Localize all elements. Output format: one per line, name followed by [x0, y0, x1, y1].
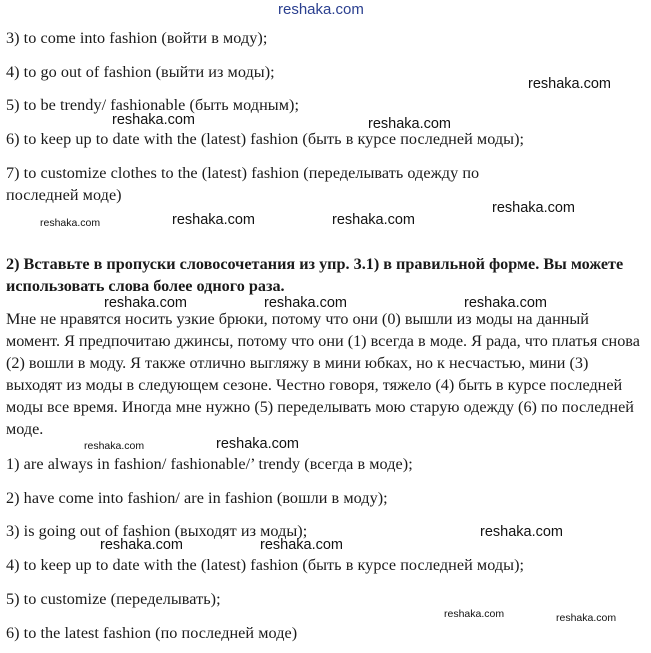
watermark: reshaka.com — [172, 212, 256, 228]
vocab-item-7-continued: последней моде) — [6, 186, 122, 204]
answer-1: 1) are always in fashion/ fashionable/’ trendy (всегда в моде); — [6, 455, 413, 473]
answer-6: 6) to the latest fashion (по последней моде) — [6, 624, 298, 642]
exercise-text: Мне не нравятся носить узкие брюки, потому что они (0) вышли из моды на данный момент. Я предпочитаю джинсы, потому что они (1) всегда в моде. Я рада, что платья снова (2) вошли в моду. Я также отлично выгляжу в мини юбках, но к несчастью, мини (3) выходят из моды в следующем сезоне. Честно говоря, тяжело (4) быть в курсе последней моды все время. Иногда мне нужно (5) переделывать мою старую одежду (6) по последней моде. — [6, 310, 640, 438]
watermark: reshaka.com — [40, 217, 101, 229]
watermark: reshaka.com — [84, 440, 145, 452]
answer-3: 3) is going out of fashion (выходят из моды); — [6, 522, 308, 540]
watermark: reshaka.com — [100, 537, 184, 553]
vocab-item-4: 4) to go out of fashion (выйти из моды); — [6, 63, 275, 81]
watermark: reshaka.com — [444, 608, 505, 620]
exercise-heading: 2) Вставьте в пропуски словосочетания из упр. 3.1) в правильной форме. Вы можете использовать слова более одного раза. — [6, 255, 624, 295]
watermark: reshaka.com — [368, 116, 452, 132]
watermark: reshaka.com — [556, 612, 617, 624]
vocab-item-5: 5) to be trendy/ fashionable (быть модным); — [6, 96, 299, 114]
watermark: reshaka.com — [332, 212, 416, 228]
watermark: reshaka.com — [260, 537, 344, 553]
watermark: reshaka.com — [480, 524, 564, 540]
watermark: reshaka.com — [492, 200, 576, 216]
watermark: reshaka.com — [216, 436, 300, 452]
watermark: reshaka.com — [528, 76, 612, 92]
answer-2: 2) have come into fashion/ are in fashion (вошли в моду); — [6, 489, 388, 507]
watermark: reshaka.com — [112, 112, 196, 128]
vocab-item-6: 6) to keep up to date with the (latest) fashion (быть в курсе последней моды); — [6, 130, 525, 148]
watermark-top: reshaka.com — [278, 1, 364, 18]
vocab-item-3: 3) to come into fashion (войти в моду); — [6, 29, 268, 47]
answer-4: 4) to keep up to date with the (latest) fashion (быть в курсе последней моды); — [6, 556, 525, 574]
answer-5: 5) to customize (переделывать); — [6, 590, 221, 608]
vocab-item-7: 7) to customize clothes to the (latest) fashion (переделывать одежду по — [6, 164, 480, 182]
watermark: reshaka.com — [104, 295, 188, 311]
watermark: reshaka.com — [264, 295, 348, 311]
watermark: reshaka.com — [464, 295, 548, 311]
